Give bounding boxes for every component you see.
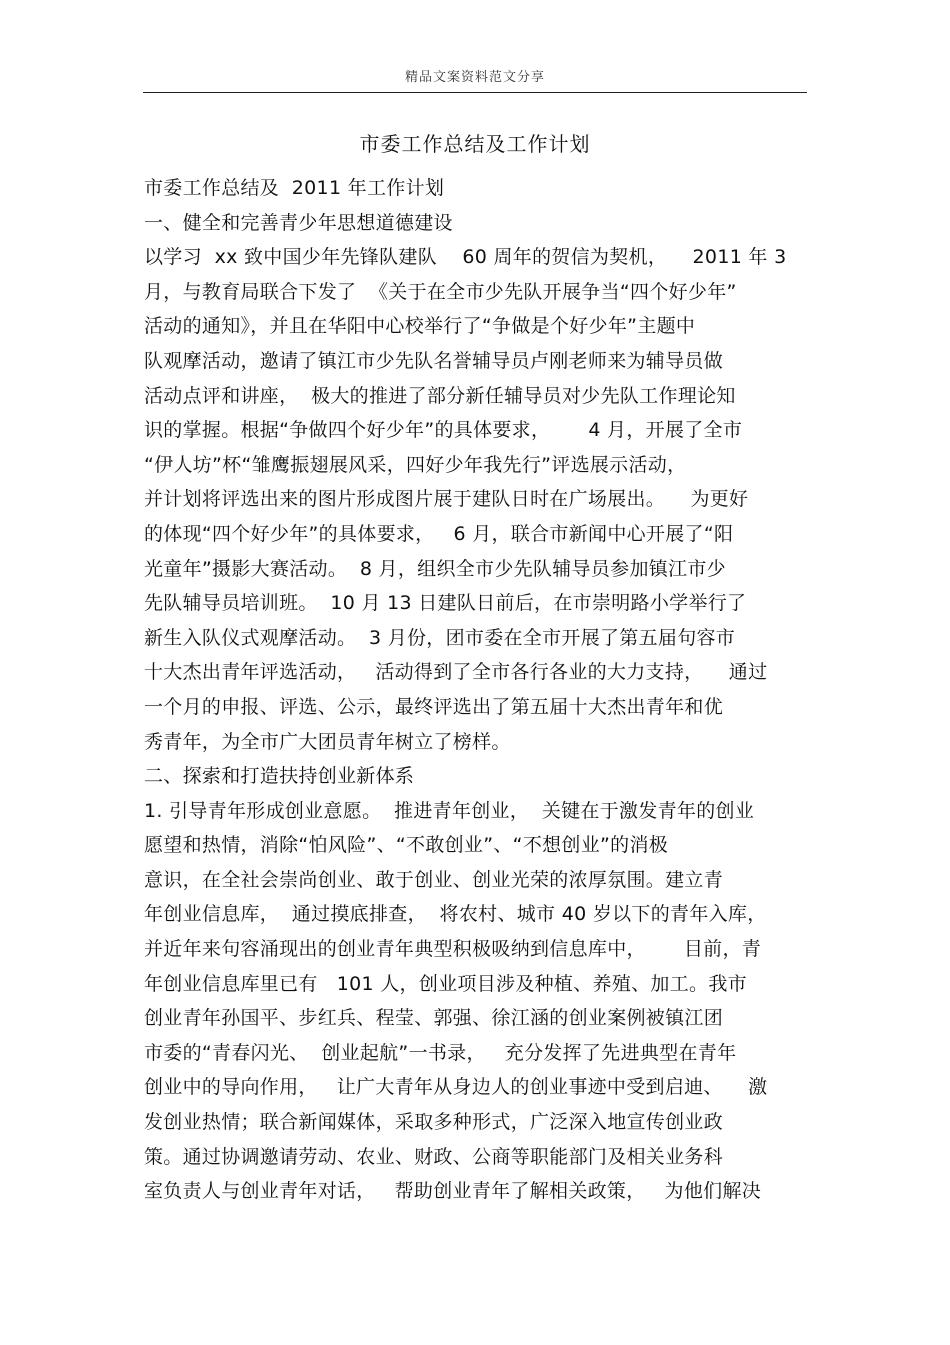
text-line: 十大杰出青年评选活动， 活动得到了全市各行各业的大力支持， 通过 — [144, 661, 768, 684]
page-header: 精品文案资料范文分享 — [404, 70, 545, 85]
text-line: 1. 引导青年形成创业意愿。 推进青年创业， 关键在于激发青年的创业 — [144, 799, 755, 822]
text-line: 识的掌握。根据“争做四个好少年”的具体要求， 4 月，开展了全市 — [144, 419, 743, 442]
text-line: 并近年来句容涌现出的创业青年典型积极吸纳到信息库中， 目前，青 — [144, 938, 762, 961]
text-line: 月，与教育局联合下发了 《关于在全市少先队开展争当“四个好少年” — [144, 280, 737, 303]
text-line: 光童年”摄影大赛活动。 8 月，组织全市少先队辅导员参加镇江市少 — [144, 557, 726, 580]
text-line: 愿望和热情，消除“怕风险”、“不敢创业”、“不想创业”的消极 — [144, 834, 669, 857]
text-line: 队观摩活动，邀请了镇江市少先队名誉辅导员卢刚老师来为辅导员做 — [144, 349, 724, 372]
text-line: 以学习 xx 致中国少年先锋队建队 60 周年的贺信为契机， 2011 年 3 — [144, 246, 787, 269]
text-line: 先队辅导员培训班。 10 月 13 日建队日前后，在市崇明路小学举行了 — [144, 592, 747, 615]
text-line: 年创业信息库里已有 101 人，创业项目涉及种植、养殖、加工。我市 — [144, 972, 747, 995]
text-line: 新生入队仪式观摩活动。 3 月份，团市委在全市开展了第五届句容市 — [144, 626, 736, 649]
text-line: 年创业信息库， 通过摸底排查， 将农村、城市 40 岁以下的青年入库， — [144, 903, 767, 926]
text-line: 秀青年，为全市广大团员青年树立了榜样。 — [144, 730, 511, 753]
document-body — [144, 171, 810, 1209]
text-line: 创业中的导向作用， 让广大青年从身边人的创业事迹中受到启迪、 激 — [144, 1076, 768, 1099]
text-line: 活动的通知》，并且在华阳中心校举行了“争做是个好少年”主题中 — [144, 315, 696, 338]
text-line: 意识，在全社会崇尚创业、敢于创业、创业光荣的浓厚氛围。建立青 — [144, 868, 724, 891]
text-line: “伊人坊”杯“雏鹰振翅展风采，四好少年我先行”评选展示活动， — [144, 453, 687, 476]
header-divider — [143, 92, 807, 93]
text-line: 市委工作总结及 2011 年工作计划 — [144, 177, 445, 199]
text-line: 创业青年孙国平、步红兵、程莹、郭强、徐江涵的创业案例被镇江团 — [144, 1007, 724, 1030]
text-line: 发创业热情；联合新闻媒体，采取多种形式，广泛深入地宣传创业政 — [144, 1111, 724, 1134]
text-line: 一个月的申报、评选、公示，最终评选出了第五届十大杰出青年和优 — [144, 695, 724, 718]
document-title: 市委工作总结及工作计划 — [359, 132, 591, 156]
text-line: 并计划将评选出来的图片形成图片展于建队日时在广场展出。 为更好 — [144, 488, 749, 511]
text-line: 策。通过协调邀请劳动、农业、财政、公商等职能部门及相关业务科 — [144, 1145, 724, 1168]
text-line: 活动点评和讲座， 极大的推进了部分新任辅导员对少先队工作理论知 — [144, 384, 736, 407]
text-line: 二、探索和打造扶持创业新体系 — [144, 765, 415, 788]
text-line: 一、健全和完善青少年思想道德建设 — [144, 211, 453, 234]
text-line: 的体现“四个好少年”的具体要求， 6 月，联合市新闻中心开展了“阳 — [144, 522, 734, 545]
text-line: 市委的“青春闪光、 创业起航”一书录， 充分发挥了先进典型在青年 — [144, 1041, 737, 1064]
text-line: 室负责人与创业青年对话， 帮助创业青年了解相关政策， 为他们解决 — [144, 1180, 762, 1203]
